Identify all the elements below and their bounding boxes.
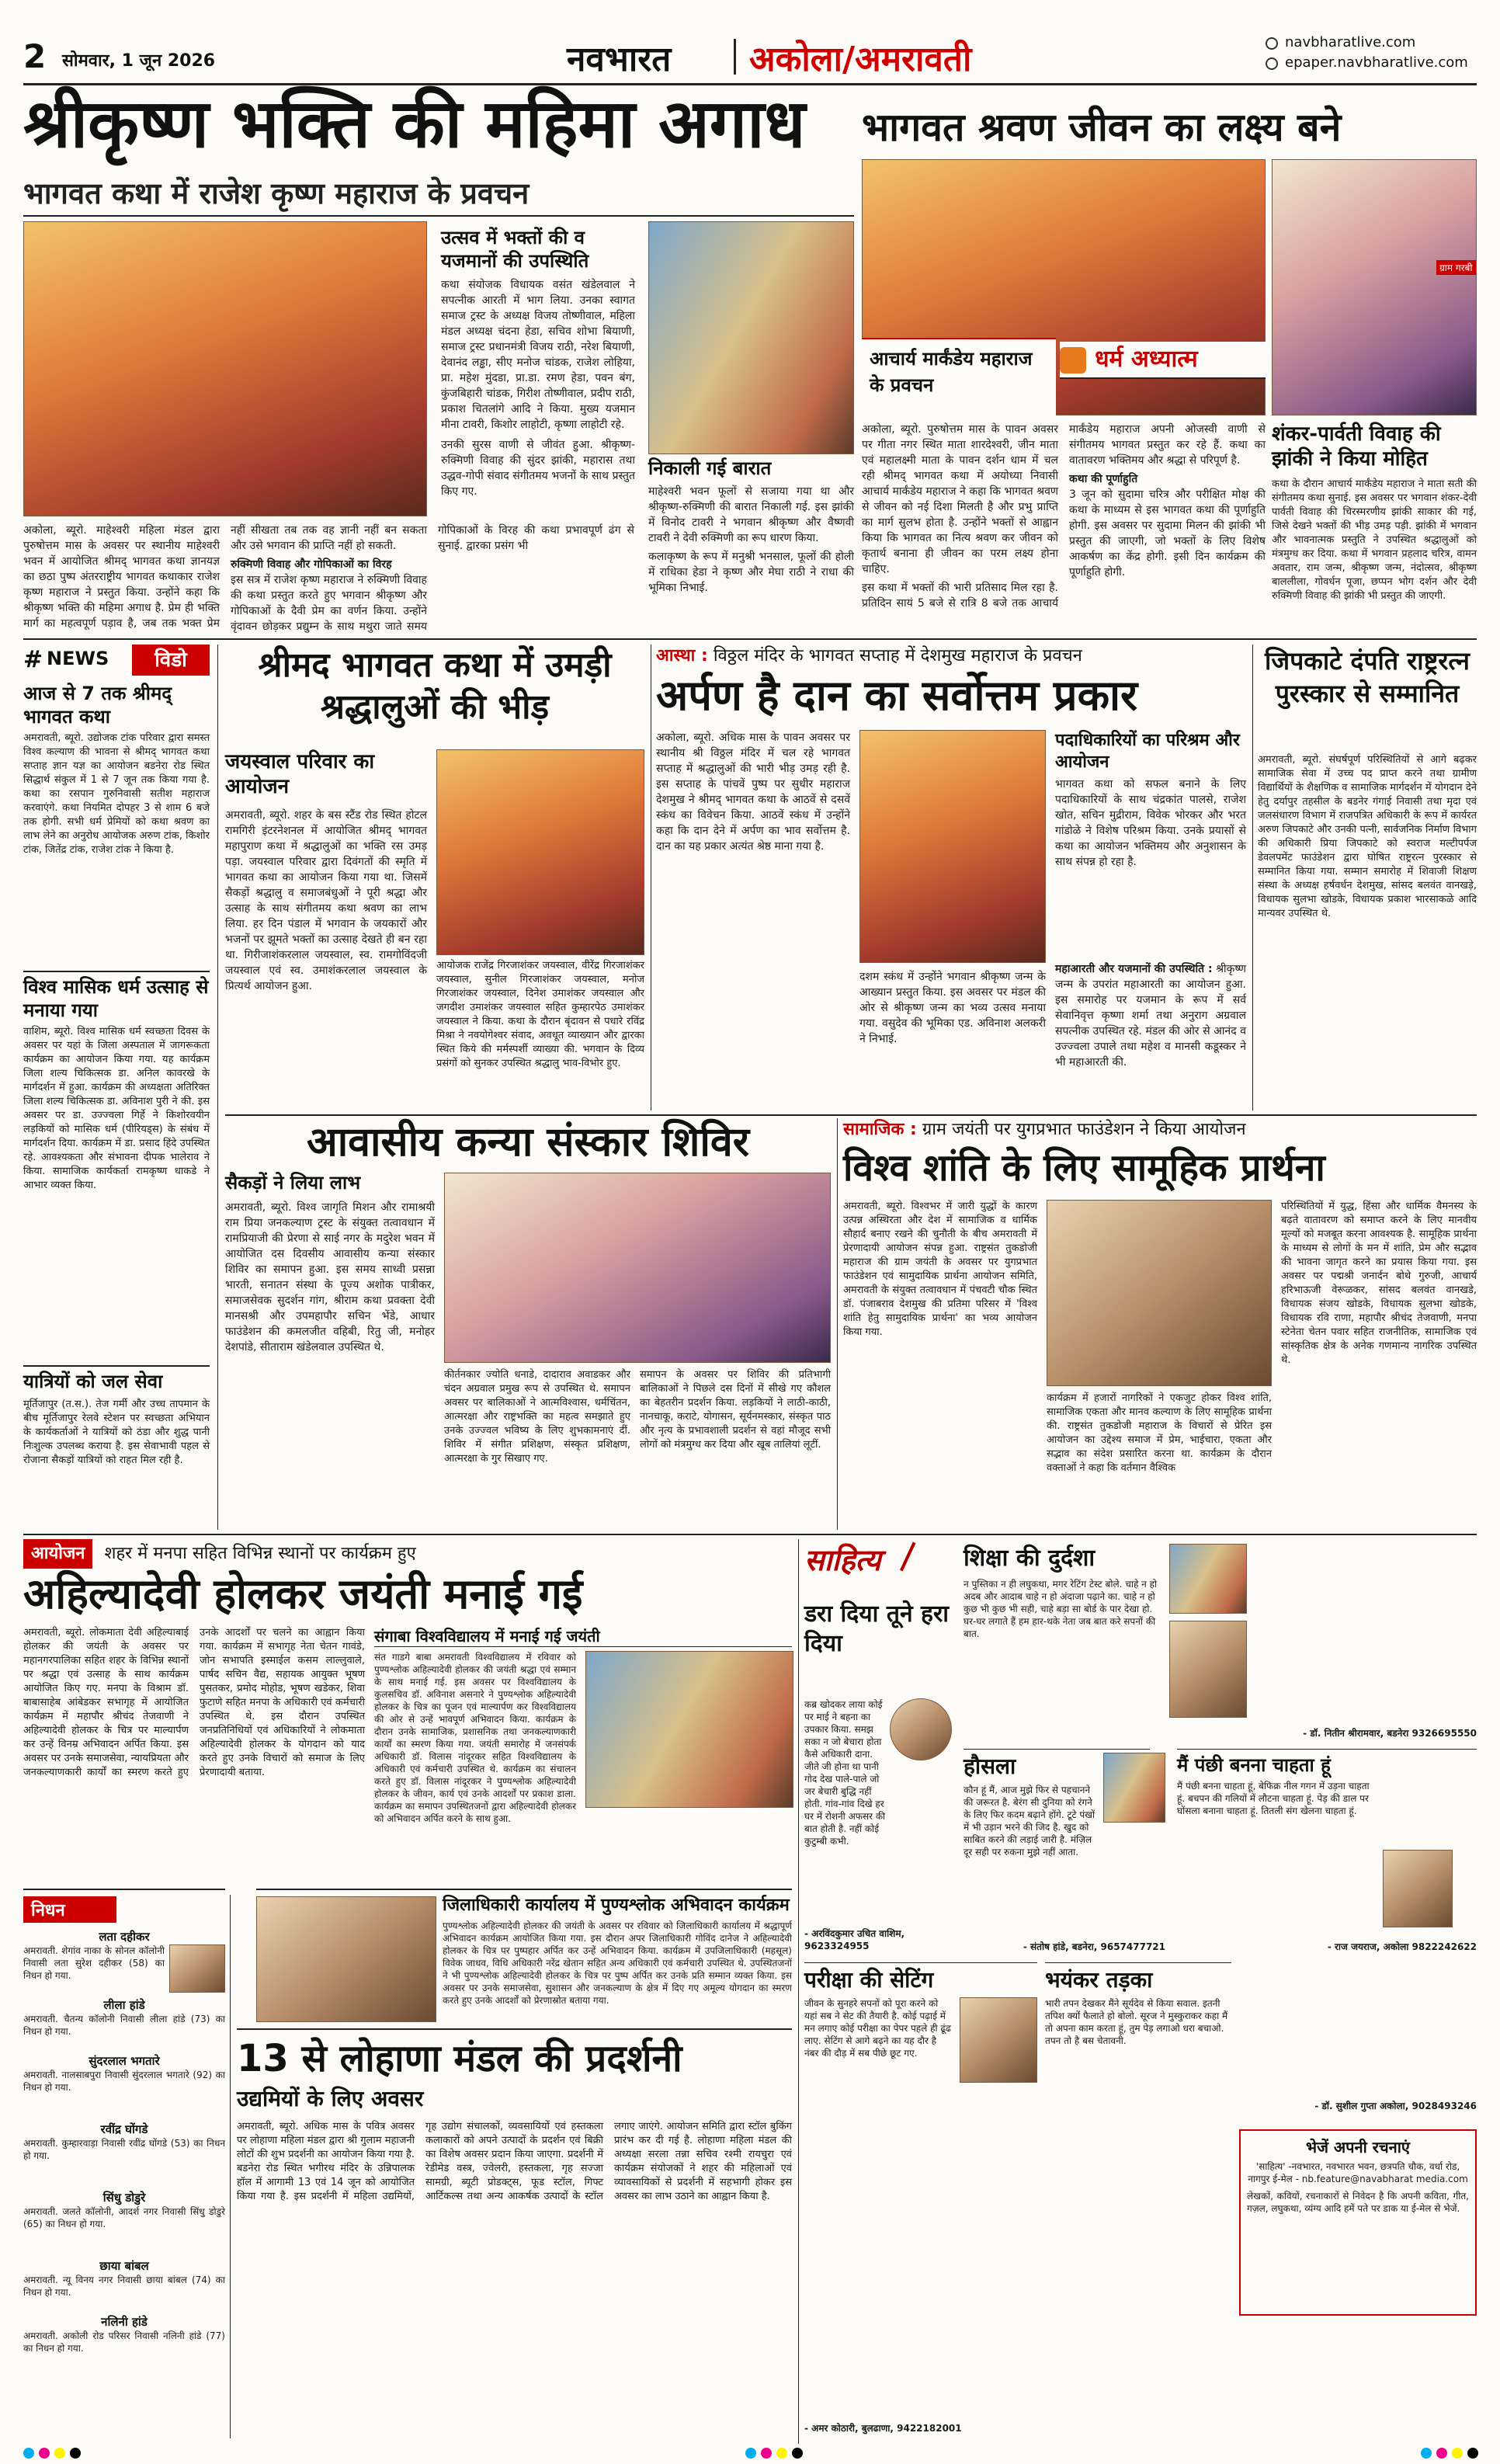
rule-h3 xyxy=(23,1534,1477,1535)
ahilya-kicker-label: आयोजन xyxy=(23,1539,92,1569)
news-item2-text: वाशिम, ब्यूरो. विश्व मासिक धर्म स्वच्छता दिवस के अवसर पर यहां के जिला अस्पताल में जागरूकता कार्यक्रम का आयोजन किया गया. यह कार्यक्रम जिला शल्य चिकित्सक डा. अनिल कावरखे के मार्गदर्शन में हुआ. कार्यक्रम की अध्यक्षता अतिरिक्त जिला शल्य चिकित्सक डा. अविनाश पुरी ने की. इस अवसर पर डा. उज्ज्वला गिर्हे ने किशोरवयीन लड़कियों को मासिक धर्म (पीरियड्स) के संबंध में मार्गदर्शन दिया. कार्यक्रम में डा. प्रसाद हिंदे उपस्थित रहे. आवश्यकता और संभावना दीपक भालेराव ने किया. सामाजिक कार्यकर्ता रामकृष्ण धाकडे ने आभार व्यक्त किया. xyxy=(23,1026,210,1191)
lead2-photo-tag-text: आचार्य मार्कंडेय महाराज के प्रवचन xyxy=(870,348,1033,396)
sgbu-photo xyxy=(585,1651,793,1808)
masthead-epaper[interactable]: epaper.navbharatlive.com xyxy=(1285,54,1468,71)
quill-icon xyxy=(900,1542,934,1580)
nidhan-item-name: सुंदरलाल भगतारे xyxy=(89,2054,160,2068)
bhagwat-subhead: जयस्वाल परिवार का आयोजन xyxy=(225,750,375,798)
masthead xyxy=(23,31,1477,85)
poem5-author-photo xyxy=(960,1997,1037,2083)
news-label: NEWS xyxy=(47,648,109,669)
shanti-kicker-label: सामाजिक : xyxy=(843,1120,917,1139)
sgbu-text: संत गाडगे बाबा अमरावती विश्वविद्यालय में रविवार को पुण्यश्लोक अहिल्यादेवी होलकर की जयंती श्रद्धा एवं सम्मान के साथ मनाई गई. इस अवसर पर विश्वविद्यालय के कुलसचिव डॉ. अविनाश असनारे ने पुण्यश्लोक अहिल्यादेवी होलकर के चित्र का पूजन एवं माल्यार्पण कर विश्वविद्यालय की ओर से उन्हें भावपूर्ण अभिवादन किया. कार्यक्रम के दौरान उनके सामाजिक, प्रशासनिक तथा जनकल्याणकारी कार्यों का स्मरण किया गया. जयंती समारोह में जनसंपर्क अधिकारी डॉ. विलास नांदूरकर सहित विश्वविद्यालय के अधिकारी एवं कर्मचारी उपस्थित थे. कार्यक्रम का संचालन करते हुए डॉ. विलास नांदूरकर ने पुण्यश्लोक अहिल्यादेवी होलकर के जीवन, कार्य एवं उनके आदर्शों पर प्रकाश डाला. कार्यक्रम का समापन उपस्थितजनों द्वारा अहिल्यादेवी होलकर को अभिवादन अर्पित करने के साथ हुआ. xyxy=(374,1652,576,1824)
poem6-text-right xyxy=(1239,1962,1477,2094)
sgbu-box xyxy=(374,1626,792,1882)
hash-icon: # xyxy=(23,646,43,673)
reg-dot-magenta xyxy=(39,2448,50,2459)
nidhan-list xyxy=(23,1929,225,2445)
lead2-body xyxy=(862,422,1266,637)
lohana-section xyxy=(237,2028,792,2444)
reg-dot-magenta xyxy=(761,2448,772,2459)
lead2-column-tag-text: धर्म अध्यात्म xyxy=(1095,346,1198,373)
registration-marks xyxy=(23,2446,1477,2462)
lead2-body-p1: अकोला, ब्यूरो. पुरुषोत्तम मास के पावन अवसर पर गीता नगर स्थित माता शारदेश्वरी, जीन माता एवं महालक्ष्मी माता के पावन दर्शन धाम में चल रही श्रीमद् भागवत कथा में अयोध्या निवासी आचार्य मार्कंडेय महाराज ने कहा कि भागवत श्रवण से जीवन को नई दिशा मिलती है और प्रभु प्राप्ति का मार्ग सुलभ होता है. उन्होंने भक्तों से आह्वान किया कि भागवत का नित्य श्रवण कर जीवन को कृतार्थ बनाना ही जीवन का परम लक्ष्य होना चाहिए. xyxy=(862,423,1058,575)
contribute-box xyxy=(1239,2129,1477,2316)
rule-v3 xyxy=(1252,645,1253,1110)
rule-v1 xyxy=(217,645,218,1530)
nidhan-item xyxy=(23,2258,225,2314)
kanya-photo xyxy=(444,1173,831,1363)
lead2-photo-right xyxy=(1272,159,1477,415)
ahilya-kicker-text: शहर में मनपा सहित विभिन्न स्थानों पर कार्यक्रम हुए xyxy=(104,1544,416,1563)
masthead-divider xyxy=(734,39,736,75)
arpan-kicker-label: आस्था : xyxy=(656,646,708,666)
jipkate-headline: जिपकाटे दंपति राष्ट्ररत्न पुरस्कार से सम्मानित xyxy=(1265,646,1470,708)
ahilya-headline: अहिल्यादेवी होलकर जयंती मनाई गई xyxy=(23,1569,583,1618)
contribute-text[interactable]: 'साहित्य' -नवभारत, नवभारत भवन, छत्रपति चौक, वर्धा रोड, नागपुर ई-मेल - nb.feature@navabharat media.com xyxy=(1248,2161,1468,2184)
sahitya-logo xyxy=(804,1539,936,1593)
contribute-title: भेजें अपनी रचनाएं xyxy=(1306,2138,1410,2156)
reg-dot-yellow xyxy=(776,2448,787,2459)
video-label: विडो xyxy=(132,645,210,676)
poem5-title: परीक्षा की सेटिंग xyxy=(804,1962,1037,1994)
shanti-kicker-text: ग्राम जयंती पर युगप्रभात फाउंडेशन ने किया आयोजन xyxy=(922,1120,1246,1139)
lead1-caption-text xyxy=(648,484,854,635)
arpan-headline: अर्पण है दान का सर्वोत्तम प्रकार xyxy=(656,671,1138,720)
lead2-column-tag xyxy=(1060,342,1266,379)
nidhan-item-name: छाया बांबल xyxy=(99,2259,149,2273)
news-item1-text: अमरावती, ब्यूरो. उद्योजक टांक परिवार द्वारा समस्त विश्व कल्याण की भावना से श्रीमद् भागवत कथा सप्ताह ज्ञान यज्ञ का आयोजन बडनेरा रोड स्थित सिद्धार्थ संकुल में 1 से 7 जून तक किया गया है. कथा का रसपान गुरुनिवासी सतीश महाराज करवाएंगे. कथा नियमित दोपहर 3 से शाम 6 बजे तक होगी. सभी धर्म प्रेमियों को कथा श्रवण का लाभ लेने का अनुरोध आयोजक अरुण टांक, किशोर टांक, जितेंद्र टांक, राजेश टांक ने किया है. xyxy=(23,732,210,856)
nidhan-section xyxy=(23,1889,225,2444)
news-video-label xyxy=(23,645,210,676)
poem2-text: न पुस्तिका न ही लघुकथा, मगर रेटिंग टेस्ट बोले. चाहे न हो अदब और आदाब चाहे न हो अंदाजा पढ़ाने का. चाहे न हो कुछ भी कुछ भी सही, चाहे बड़ा सा बोर्ड के पार देखा हो. घर-घर लगाते हैं हम हार-थके नेता जब बात करे सपनों की बात. xyxy=(964,1579,1158,1639)
poem3-author-photo xyxy=(1103,1753,1165,1823)
poem5-text: जीवन के सुनहरे सपनों को पूरा करने को यहां सब ने सेट की तैयारी है. कोई पढ़ाई में मन लगाए कोई परीक्षा का पेपर पहले ही ढूंढ लाए. सेटिंग से आगे बढ़ने का यह दौर है नंबर की दौड़ में सब पीछे छूट गए. xyxy=(804,1998,951,2059)
rule-v4 xyxy=(837,1118,838,1530)
masthead-date: सोमवार, 1 जून 2026 xyxy=(62,51,216,71)
nidhan-item-name: लता दहीकर xyxy=(99,1930,150,1944)
sahitya-logo-text: साहित्य xyxy=(804,1542,881,1577)
arpan-side-text: भागवत कथा को सफल बनाने के लिए पदाधिकारियों के साथ चंद्रकांत पालसे, राजेश खोत, सचिन मुद्रीराम, विवेक भोरकर और भरत गांडोळे ने विशेष परिश्रम किया. उनके प्रयासों से कथा का आयोजन भक्तिमय और अनुशासन के साथ संपन्न हो रहा है. xyxy=(1055,778,1246,868)
nidhan-item-text: अमरावती. जलते कॉलोनी, आदर्श नगर निवासी सिंधु डोडुरे (65) का निधन हो गया. xyxy=(23,2206,225,2229)
reg-dot-black xyxy=(792,2448,803,2459)
lead1-section xyxy=(23,85,854,637)
reg-dot-black xyxy=(70,2448,81,2459)
reg-dot-cyan xyxy=(1421,2448,1432,2459)
reg-dot-yellow xyxy=(54,2448,65,2459)
nidhan-item-text: अमरावती. अकोली रोड परिसर निवासी नलिनी हांडे (77) का निधन हो गया. xyxy=(23,2330,225,2354)
kanya-body3: समापन के अवसर पर शिविर की प्रतिभागी बालिकाओं ने पिछले दस दिनों में सीखे गए कौशल का बेहतरीन प्रदर्शन किया. लड़कियों ने लाठी-काठी, नानचाकू, कराटे, योगासन, सूर्यनमस्कार, संस्कृत पाठ और नृत्य के प्रभावशाली प्रदर्शन से वहां मौजूद सभी लोगों को मंत्रमुग्ध कर दिया और खूब तालियां लूटीं. xyxy=(640,1369,831,1451)
rule-v5 xyxy=(230,1895,231,2438)
nidhan-item xyxy=(23,2122,225,2190)
poem1-author-photo xyxy=(890,1698,952,1760)
jipkate-section xyxy=(1258,645,1477,1110)
poem6-title: भयंकर तड़का xyxy=(1045,1962,1231,1994)
news-video-column xyxy=(23,645,210,1530)
kanya-body: अमरावती, ब्यूरो. विश्व जागृति मिशन और रामाश्रयी राम प्रिया जनकल्याण ट्रस्ट के संयुक्त तत्वावधान में रामप्रियाजी की प्रेरणा से साई नगर के मदुरेश भवन में आयोजित दस दिवसीय आवासीय कन्या संस्कार शिविर का समापन हुआ. इस समय साध्वी प्रसन्ना भारती, सनातन संस्था के पूज्य अशोक पात्रीकर, समाजसेवक सुदर्शन गांग, श्रीराम कथा प्रवक्ता देवी मानसश्री और उपमहापौर सचिन भेंडे, आधार फाउंडेशन की कमलजीत वहिबी, रितु जी, मनोहर देशपांडे, सीताराम खंडेलवाल उपस्थित थे. xyxy=(225,1201,435,1354)
rule-h1 xyxy=(23,638,1477,640)
bhagwat-headline: श्रीमद भागवत कथा में उमड़ी श्रद्धालुओं की भीड़ xyxy=(258,645,612,727)
poem2-photo-class xyxy=(1169,1621,1247,1718)
lohana-subhead: उद्यमियों के लिए अवसर xyxy=(237,2086,424,2111)
poem4-text: मैं पंछी बनना चाहता हूं, बेफिक्र नील गगन में उड़ना चाहता हूं. बचपन की गलियों में लौटना चाहता हूं. पेड़ की डाल पर घोंसला बनाना चाहता हूं. तितली संग खेलना चाहता हूं. xyxy=(1177,1781,1370,1816)
poem6-author: - डॉ. सुशील गुप्ता अकोला, 9028493246 xyxy=(1314,2101,1477,2111)
nidhan-item-text: अमरावती. नालसाबपुरा निवासी सुंदरलाल भगतारे (92) का निधन हो गया. xyxy=(23,2070,225,2093)
shanti-section xyxy=(843,1118,1477,1530)
poem3-author: - संतोष हांडे, बडनेरा, 9657477721 xyxy=(1023,1941,1165,1952)
nidhan-item-name: नलिनी हांडे xyxy=(101,2315,148,2329)
poem2-author: - डॉ. नितीन श्रीरामवार, बडनेरा 9326695550 xyxy=(1303,1728,1477,1739)
bhagwat-body2: आयोजक राजेंद्र गिरजाशंकर जयस्वाल, वीरेंद्र गिरजाशंकर जयस्वाल, सुनील गिरजाशंकर जयस्वाल, मनोज गिरजाशंकर जयस्वाल, दिनेश उमाशंकर जयस्वाल और जगदीश उमाशंकर जयस्वाल सहित कुम्हारपेठ उमाशंकर जयस्वाल ने किया. कथा के दौरान बृंदावन से पधारे रविंद्र मिश्रा ने नवयोगेश्वर संवाद, अवधूत व्याख्यान और द्वारका स्थित किये की मर्मस्पर्शी व्याख्या की. भगवान के दिव्य प्रसंगों को सुनकर उपस्थित श्रद्धालु भाव-विभोर हुए. xyxy=(436,960,644,1069)
poem2-title: शिक्षा की दुर्दशा xyxy=(964,1545,1095,1572)
zp-photo xyxy=(256,1896,436,2022)
shanti-body: अमरावती, ब्यूरो. विश्वभर में जारी युद्धों के कारण उत्पन्न अस्थिरता और देश में सामाजिक व धार्मिक सौहार्द बनाए रखने की चुनौती के बीच अमरावती में प्रेरणादायी आयोजन संपन्न हुआ. राष्ट्रसंत तुकडोजी महाराज की ग्राम जयंती के अवसर पर युगप्रभात फाउंडेशन एवं सामुदायिक प्रार्थना आयोजन समिति, अमरावती के संयुक्त तत्वावधान में पंचवटी चौक स्थित डॉ. पंजाबराव देशमुख की प्रतिमा परिसर में 'विश्व शांति हेतु सामुदायिक प्रार्थना' का भव्य आयोजन किया गया. xyxy=(843,1201,1037,1338)
bhagwat-body: अमरावती, ब्यूरो. शहर के बस स्टैंड रोड स्थित होटल रामगिरी इंटरनेशनल में आयोजित श्रीमद् भागवत महापुराण कथा में श्रद्धालुओं का भक्ति रस उमड़ पड़ा. जयस्वाल परिवार द्वारा दिवंगतों की स्मृति में भागवत कथा का आयोजन किया गया था. जिसमें सैकड़ों श्रद्धालु व समाजबंधुओं ने पूरी श्रद्धा और उत्साह के साथ संगीतमय कथा श्रवण का लाभ लिया. हर दिन पंडाल में भगवान के जयकारों और भजनों पर झूमते भक्तों का उत्साह देखते ही बन रहा था. गिरीजाशंकरलाल जयस्वाल, स्व. रामगोविंदजी जयस्वाल एवं स्व. उमाशंकरलाल जयस्वाल के प्रित्यर्थ आयोजन हुआ. xyxy=(225,809,427,992)
epaper-icon xyxy=(1266,57,1278,70)
news-item3-text: मूर्तिजापुर (त.स.). तेज गर्मी और उच्च तापमान के बीच मूर्तिजापुर रेलवे स्टेशन पर स्वच्छता अभियान के कार्यकर्ताओं ने यात्रियों को ठंडा और शुद्ध पानी निःशुल्क उपलब्ध कराया है. इस सेवाभावी पहल से रोजाना सैकड़ों यात्रियों को राहत मिल रही है. xyxy=(23,1399,210,1466)
poem4-author-photo xyxy=(1383,1850,1453,1927)
reg-dot-black xyxy=(1467,2448,1478,2459)
lead1-photo-group xyxy=(23,221,427,516)
arpan-side-title: पदाधिकारियों का परिश्रम और आयोजन xyxy=(1055,731,1240,772)
nidhan-label: निधन xyxy=(23,1896,116,1923)
lohana-body: अमरावती, ब्यूरो. अधिक मास के पवित्र अवसर पर लोहाणा महिला मंडल द्वारा श्री गुलाम महाजनी लोटों की शुभ प्रदर्शनी का आयोजन किया गया है. बडनेरा रोड स्थित भगीरथ मंदिर के उन्निपालक हॉल में आगामी 13 एवं 14 जून को आयोजित किया गया है. इस प्रदर्शनी में महिला उद्यमियों, गृह उद्योग संचालकों, व्यवसायियों एवं हस्तकला कलाकारों को अपने उत्पादों के प्रदर्शन एवं बिक्री का विशेष अवसर प्रदान किया जाएगा. प्रदर्शनी में रेडीमेड वस्त्र, ज्वेलरी, हस्तकला, गृह सज्जा सामग्री, ब्यूटी प्रोडक्ट्स, फूड स्टॉल, गिफ्ट आर्टिकल्स तथा अन्य आकर्षक उत्पादों के स्टॉल लगाए जाएंगे. आयोजन समिति द्वारा स्टॉल बुकिंग प्रारंभ कर दी गई है. लोहाणा महिला मंडल की अध्यक्षा सरला तन्ना सचिव रश्मी रायचुरा एवं कार्यक्रम संयोजकों ने शहर की महिलाओं एवं व्यावसायिकों से प्रदर्शनी में सहभागी होकर इस अवसर का लाभ उठाने का आह्वान किया है. xyxy=(237,2121,792,2202)
arpan-photo xyxy=(859,730,1046,963)
bhagwat-section xyxy=(225,645,644,1110)
jipkate-body: अमरावती, ब्यूरो. संघर्षपूर्ण परिस्थितियों से आगे बढ़कर सामाजिक सेवा में उच्च पद प्राप्त करने तथा ग्रामीण विद्यार्थियों के शैक्षणिक व सामाजिक मार्गदर्शन में योगदान देने हेतु दर्यापुर तहसील के बडनेर गंगाई निवासी तथा मृदा एवं जलसंधारण विभाग में राजपत्रित अधिकारी के रूप में कार्यरत अरुण जिपकाटे और उनकी पत्नी, सार्वजनिक निर्माण विभाग की अधिकारी प्रिया जिपकाटे को स्वराज मल्टीपर्पज डेवलपमेंट फाउंडेशन द्वारा घोषित राष्ट्ररत्न पुरस्कार से सम्मानित किया गया. सम्मान समारोह में शिवाजी शिक्षण संस्था के अध्यक्ष हर्षवर्धन देशमुख, सांसद बलवंत वानखड़े, विधायक सुलभा खोडके, विधायक प्रकाश भारसाकळे आदि मान्यवर उपस्थित थे. xyxy=(1258,754,1477,919)
lead2-right-text: कथा के दौरान आचार्य मार्कंडेय महाराज ने माता सती की संगीतमय कथा सुनाई. इस अवसर पर भगवान शंकर-देवी पार्वती विवाह की चिरस्मरणीय झांकी साकार की गई, जिसे देखने भक्तों की भीड़ उमड़ पड़ी. झांकी में भगवान और भावनात्मक प्रस्तुति ने उपस्थित श्रद्धालुओं को मंत्रमुग्ध कर दिया. कथा में भगवान प्रहलाद चरित्र, वामन अवतार, राम जन्म, श्रीकृष्ण जन्म, नंदोत्सव, श्रीकृष्ण बाललीला, गोवर्धन पूजा, छप्पन भोग दर्शन और देवी रुक्मिणी विवाह की झांकी भी प्रस्तुत की जाएगी. xyxy=(1272,478,1477,602)
poem2-text-right xyxy=(1255,1544,1477,1722)
nidhan-item-name: लीला हांडे xyxy=(103,1998,145,2012)
news-item3-title: यात्रियों को जल सेवा xyxy=(23,1365,210,1393)
nidhan-item xyxy=(23,2190,225,2258)
lead2-photo-tag xyxy=(862,338,1056,415)
nidhan-item xyxy=(23,2053,225,2122)
arpan-section xyxy=(656,645,1246,1110)
news-item1-title: आज से 7 तक श्रीमद् भागवत कथा xyxy=(23,683,172,728)
nidhan-item-text: अमरावती. शेगांव नाका के सोनल कॉलोनी निवासी लता सुरेश दहीकर (58) का निधन हो गया. xyxy=(23,1945,165,1981)
poem1-text: कब्र खोदकर लाया कोई पर माई ने बहना का उपकार किया. समझ सका न जो बेचारा होता कैसे अधिकारी दाना. जीते जी होना था पानी गोद देख पाले-पाले जो जर बेचारी बुद्धि नहीं होती. गांव-गांव दिखे हर घर में रोशनी अफसर की बात होती है. नहीं कोई कुटुम्बी कभी. xyxy=(804,1699,886,1847)
nidhan-item-text: अमरावती. कुम्हारवाड़ा निवासी रवींद्र घोंगडे (53) का निधन हो गया. xyxy=(23,2138,225,2161)
nidhan-item-photo xyxy=(169,1944,225,1993)
poem4-author: - राज जयराज, अकोला 9822242622 xyxy=(1327,1941,1477,1952)
poem4-title: मैं पंछी बनना चाहता हूं xyxy=(1177,1749,1477,1778)
reg-dot-cyan xyxy=(23,2448,34,2459)
lead1-side-text2: उनकी सुरस वाणी से जीवंत हुआ. श्रीकृष्ण-रुक्मिणी विवाह की सुंदर झांकी, महारास तथा उद्धव-गोपी संवाद संगीतमय भजनों के साथ प्रस्तुत किए गए. xyxy=(441,439,635,498)
lead2-headline: भागवत श्रवण जीवन का लक्ष्य बने xyxy=(862,105,1342,150)
arpan-side2 xyxy=(1055,961,1246,1109)
lohana-headline: 13 से लोहाणा मंडल की प्रदर्शनी xyxy=(237,2037,682,2080)
lead2-body-p3: 3 जून को सुदामा चरित्र और परीक्षित मोक्ष की कथा के माध्यम से इस भागवत कथा की पूर्णाहुति होगी. इस अवसर पर सुदामा मिलन की झांकी भी प्रस्तुत की जाएगी, जो भक्तों के लिए विशेष आकर्षण का केंद्र होगी. इसी दिन कार्यक्रम की पूर्णाहुति होगी. xyxy=(1069,488,1266,579)
poem5-author: - अमर कोठारी, बुलढाणा, 9422182001 xyxy=(804,2423,962,2434)
rule-v6 xyxy=(798,1539,799,2444)
lead1-headline-text: श्रीकृष्ण भक्ति की महिमा अगाध xyxy=(23,85,806,163)
lead1-body xyxy=(23,523,634,635)
kanya-headline: आवासीय कन्या संस्कार शिविर xyxy=(306,1119,750,1166)
arpan-side-title2: महाआरती और यजमानों की उपस्थिति : xyxy=(1055,963,1213,975)
shanti-body3: परिस्थितियों में युद्ध, हिंसा और धार्मिक वैमनस्य के बढ़ते वातावरण को समाप्त करने के लिए मानवीय मूल्यों को मजबूत करना आवश्यक है. सामूहिक प्रार्थना के माध्यम से लोगों के मन में शांति, प्रेम और सद्भाव की भावना जागृत करने का प्रयास किया गया. इस अवसर पर पद्मश्री जनार्दन बोथे गुरुजी, आचार्य हरिभाऊजी वेरूळकर, सांसद बलवंत वानखडे, विधायक संजय खोडके, विधायक सुलभा खोडके, विधायक रवि राणा, महापौर श्रीचंद तेजवाणी, मनपा स्टेनेता चेतन पवार सहित राजनीतिक, सामाजिक एवं सांस्कृतिक क्षेत्र के अनेक गणमान्य नागरिक उपस्थित थे. xyxy=(1281,1201,1477,1366)
arpan-kicker xyxy=(656,645,1246,668)
masthead-edition: अकोला/अमरावती xyxy=(749,40,972,79)
rule-h2 xyxy=(225,1114,1477,1116)
nidhan-item-name: सिंधु डोडुरे xyxy=(102,2191,146,2205)
arpan-body: अकोला, ब्यूरो. अधिक मास के पावन अवसर पर स्थानीय श्री विठ्ठल मंदिर में चल रहे भागवत सप्ताह में श्रद्धालुओं की भारी भीड़ उमड़ रही है. इस सप्ताह के पांचवें पुष्प पर सुधीर महाराज देशमुख ने श्रीमद् भागवत कथा के आठवें से दसवें स्कंध का विवेचन किया. आठवें स्कंध में उन्होंने कहा कि दान देने में अर्पण का भाव सर्वोत्तम है. दान का यह प्रकार अत्यंत श्रेष्ठ माना गया है. xyxy=(656,732,850,853)
lead1-photo-krishna xyxy=(648,221,854,454)
contribute-note: लेखकों, कवियों, रचनाकारों से निवेदन है कि अपनी कविता, गीत, गज़ल, लघुकथा, व्यंग्य आदि हमें पते पर डाक या ई-मेल से भेजें. xyxy=(1247,2191,1469,2214)
lead1-headline xyxy=(23,85,854,175)
poem5-text-right xyxy=(960,2087,1037,2191)
shanti-kicker xyxy=(843,1118,1477,1142)
news-item2-title: विश्व मासिक धर्म उत्साह से मनाया गया xyxy=(23,971,210,1022)
ahilya-kicker xyxy=(23,1539,792,1566)
kanya-subhead: सैकड़ों ने लिया लाभ xyxy=(225,1172,361,1194)
sgbu-title: संगाबा विश्वविद्यालय में मनाई गई जयंती xyxy=(374,1626,792,1647)
lead1-body-p2: इस सत्र में राजेश कृष्ण महाराज ने रुक्मिणी विवाह की कथा प्रस्तुत करते हुए भगवान श्रीकृष्ण और गोपिकाओं के दैवी प्रेम का वर्णन किया. उन्होंने वृंदावन छोड़कर प्रद्युम्न के साथ मथुरा जाते समय गोपिकाओं के विरह की कथा प्रभावपूर्ण ढंग से सुनाई. द्वारका प्रसंग भी xyxy=(231,524,634,633)
nidhan-item xyxy=(23,2314,225,2370)
reg-dot-magenta xyxy=(1436,2448,1447,2459)
shanti-photo xyxy=(1047,1200,1272,1386)
zp-title: जिलाधिकारी कार्यालय में पुण्यश्लोक अभिवादन कार्यक्रम xyxy=(443,1896,790,1915)
lead1-caption-title: निकाली गई बारात xyxy=(648,457,772,479)
nidhan-item xyxy=(23,1997,225,2053)
bhagwat-photo xyxy=(436,749,644,955)
lead2-right-title: शंकर-पार्वती विवाह की झांकी ने किया मोहित xyxy=(1272,422,1441,471)
nidhan-item-text: अमरावती. न्यू विनय नगर निवासी छाया बांबल (74) का निधन हो गया. xyxy=(23,2275,225,2298)
kanya-section xyxy=(225,1118,831,1530)
zp-text: पुण्यश्लोक अहिल्यादेवी होलकर की जयंती के अवसर पर रविवार को जिलाधिकारी कार्यालय में श्रद्धापूर्ण अभिवादन कार्यक्रम आयोजित किया गया. इस दौरान अपर जिलाधिकारी गोविंद दानेज ने अहिल्यादेवी होलकर के चित्र पर पुष्पहार अर्पित कर उन्हें अभिवादन किया. कार्यक्रम में उपजिलाधिकारी (महसूल) विवेक जाधव, विधि अधिकारी नरेंद्र खेतान सहित अन्य अधिकारी एवं कर्मचारी उपस्थित थे. उपस्थितजनों ने भी पुण्यश्लोक अहिल्यादेवी होलकर के चित्र पर पुष्प अर्पित कर उनके प्रति सम्मान व्यक्त किया. इस अवसर पर उनके समाजसेवा, सुशासन और जनकल्याण के क्षेत्र में दिए गए अमूल्य योगदान का स्मरण करते हुए उनके आदर्शों को प्रेरणास्रोत बताया गया. xyxy=(443,1920,792,2006)
lead2-body-p2: इस कथा में भक्तों की भारी प्रतिसाद मिल रहा है. प्रतिदिन सायं 5 बजे से रात्रि 8 बजे तक आचार्य मार्कंडेय महाराज अपनी ओजस्वी वाणी से संगीतमय भागवत प्रस्तुत कर रहे हैं. कथा का वातावरण भक्तिमय और श्रद्धा से परिपूर्ण है. xyxy=(862,423,1266,610)
lead1-body-p1: अकोला, ब्यूरो. माहेश्वरी महिला मंडल द्वारा पुरुषोत्तम मास के अवसर पर स्थानीय माहेश्वरी भवन में आयोजित श्रीमद् भागवत कथा ज्ञानयज्ञ का छठा पुष्प अंतरराष्ट्रीय भागवत कथाकार राजेश कृष्ण महाराज ने प्रस्तुत किया. उन्होंने कहा कि श्रीकृष्ण भक्ति की महिमा अगाध है. प्रेम ही भक्ति मार्ग का महत्वपूर्ण पड़ाव है, जब तक भक्त प्रेम नहीं सीखता तब तक वह ज्ञानी नहीं बन सकता और उसे भगवान की प्राप्ति नहीं हो सकती. xyxy=(23,524,427,630)
masthead-paper: नवभारत xyxy=(567,40,672,79)
lead2-section xyxy=(862,89,1477,637)
zp-box xyxy=(256,1889,792,2021)
arpan-side-text2: श्रीकृष्ण जन्म के उपरांत महाआरती का आयोजन हुआ. इस समारोह पर यजमान के रूप में सर्व सेवानिवृत्त कृष्णा शर्मा तथा अनुराग अग्रवाल सपत्नीक उपस्थित रहे. मंडल की ओर से आनंद व उज्ज्वला उपाले तथा महेश व मानसी कडूस्कर ने भी महाआरती की. xyxy=(1055,963,1246,1069)
arpan-body2: दशम स्कंध में उन्होंने भगवान श्रीकृष्ण जन्म के आख्यान प्रस्तुत किया. इस अवसर पर मंडल की ओर से श्रीकृष्ण जन्म का भव्य उत्सव मनाया गया. वसुदेव की भूमिका एड. अविनाश अलकरी ने निभाई. xyxy=(859,971,1046,1045)
lead1-side-title: उत्सव में भक्तों की व यजमानों की उपस्थिति xyxy=(441,227,589,272)
poem6-text: भारी तपन देखकर मैंने सूर्यदेव से किया सवाल. इतनी तपिश क्यों फैलाते हो बोलो. सूरज ने मुस्कुराकर कहा मैं तो अपना काम करता हूं, तुम पेड़ लगाओ धरा बचाओ. तपन तो है बस चेतावनी. xyxy=(1045,1998,1228,2046)
lead2-body-title: कथा की पूर्णाहुति xyxy=(1069,473,1138,485)
poem3-title: हौसला xyxy=(964,1749,1150,1781)
lead1-subhead: भागवत कथा में राजेश कृष्ण महाराज के प्रवचन xyxy=(23,176,854,217)
nidhan-item-name: रवींद्र घोंगडे xyxy=(100,2122,148,2136)
nidhan-item xyxy=(23,1929,225,1997)
poem1-author: - अरविंदकुमार उचित वाशिम, 9623324955 xyxy=(804,1928,905,1951)
lead1-side-text: कथा संयोजक विधायक वसंत खंडेलवाल ने सपत्नीक आरती में भाग लिया. उनका स्वागत समाज ट्रस्ट के अध्यक्ष विजय तोष्णीवाल, महिला मंडल अध्यक्ष चंदना हेडा, सचिव शोभा बियाणी, समाज ट्रस्ट प्रधानमंत्री विजय राठी, नरेश बियाणी, देवानंद लड्ढा, सीए मनोज चांडक, राजेश लोहिया, प्रा. महेश मुंदडा, प्रा.डा. रमण हेडा, पवन बंग, कुंजबिहारी चांडक, गिरीश तोष्णीवाल, प्रदीप राठी, प्रकाश चितलांगे आदि ने किया. मुख्य यजमान मीना टावरी, किशोर लाहोटी, कृष्णा लाहोटी रहे. xyxy=(441,279,635,431)
lead1-caption-p2: कलाकृष्ण के रूप में मनुश्री भनसाल, फूलों की होली में राधिका हेडा ने कृष्ण और मेघा राठी ने राधा की भूमिका निभाई. xyxy=(648,551,854,594)
poem1-title: डरा दिया तूने हरा दिया xyxy=(804,1600,950,1657)
reg-dot-yellow xyxy=(1452,2448,1463,2459)
lead1-body-title: रुक्मिणी विवाह और गोपिकाओं का विरह xyxy=(231,558,392,571)
nidhan-item-text: अमरावती. चैतन्य कॉलोनी निवासी लीला हांडे (73) का निधन हो गया. xyxy=(23,2014,225,2037)
globe-icon xyxy=(1266,37,1278,50)
shanti-headline: विश्व शांति के लिए सामूहिक प्रार्थना xyxy=(843,1146,1325,1190)
sahitya-section xyxy=(804,1539,1477,2444)
lead1-side-box xyxy=(436,221,640,633)
kanya-body2: कीर्तनकार ज्योति धनाडे, दादाराव अवाडकर और चंदन अग्रवाल प्रमुख रूप से उपस्थित थे. समापन अवसर पर बालिकाओं ने आत्मविश्वास, धर्मचिंतन, आत्मरक्षा और राष्ट्रभक्ति का महत्व समझाते हुए उनके उज्ज्वल भविष्य के लिए शुभकामनाएं दीं. शिविर में संगीत प्रशिक्षण, संस्कृत प्रशिक्षण, आत्मरक्षा के गुर सिखाए गए. xyxy=(444,1369,630,1465)
lead1-caption-p1: माहेश्वरी भवन फूलों से सजाया गया था और श्रीकृष्ण-रुक्मिणी की बारात निकाली गई. इस झांकी में विनोद टावरी ने भगवान श्रीकृष्ण और वैष्णवी टावरी ने देवी रुक्मिणी का रूप धारण किया. xyxy=(648,485,854,544)
shanti-body2: कार्यक्रम में हजारों नागरिकों ने एकजुट होकर विश्व शांति, सामाजिक एकता और मानव कल्याण के लिए सामूहिक प्रार्थना की. राष्ट्रसंत तुकडोजी महाराज के विचारों से प्रेरित इस आयोजन का उद्देश्य समाज में प्रेम, भाईचारा, एकता और सद्भाव का संदेश प्रसारित करना था. कार्यक्रम के दौरान वक्ताओं ने कहा कि वर्तमान वैश्विक xyxy=(1047,1392,1272,1474)
lead2-photo-label: ग्राम गरबी xyxy=(1436,260,1476,275)
poem3-text: कौन हूं मैं, आज मुझे फिर से पहचानने की जरूरत है. बेरंग सी दुनिया को रंगने के लिए फिर कदम बढ़ाने होंगे. टूटे पंखों में भी उड़ान भरने की जिद है. खुद को साबित करने की लड़ाई जारी है. मंज़िल दूर सही पर रुकना मुझे नहीं आता. xyxy=(964,1785,1095,1858)
ahilya-body: अमरावती, ब्यूरो. लोकमाता देवी अहिल्याबाई होलकर की जयंती के अवसर पर महानगरपालिका सहित शहर के विभिन्न स्थानों पर श्रद्धा एवं उत्साह के साथ कार्यक्रम आयोजित किए गए. मनपा के विश्राम डॉ. बाबासाहेब आंबेडकर सभागृह में आयोजित कार्यक्रम में महापौर श्रीचंद तेजवाणी ने अहिल्यादेवी होलकर के चित्र पर माल्यार्पण कर उन्हें विनम्र अभिवादन अर्पित किया. इस अवसर पर उनके समाजसेवा, न्यायप्रियता और जनकल्याणकारी कार्यों का स्मरण करते हुए उनके आदर्शों पर चलने का आह्वान किया गया. कार्यक्रम में सभागृह नेता चेतन गावंडे, जोन सभापति इस्माईल कसम लाल्लुवाले, पार्षद सचिन वैद्य, सहायक आयुक्त भूषण पुसतकर, प्रमोद मोहोड, भूषण खडेकर, शिवा फुटाणे सहित मनपा के अधिकारी एवं कर्मचारी उपस्थित थे. इस दौरान उपस्थित जनप्रतिनिधियों एवं अधिकारियों ने लोकमाता अहिल्यादेवी होलकर के योगदान को याद करते हुए उनके विचारों को समाज के लिए प्रेरणादायी बताया. xyxy=(23,1627,365,1778)
namaste-icon xyxy=(1060,347,1086,374)
poem2-author-photo xyxy=(1169,1544,1247,1614)
arpan-kicker-text: विठ्ठल मंदिर के भागवत सप्ताह में देशमुख महाराज के प्रवचन xyxy=(713,646,1082,666)
reg-dot-cyan xyxy=(745,2448,756,2459)
masthead-site[interactable]: navbharatlive.com xyxy=(1285,34,1416,50)
page-number: 2 xyxy=(23,37,47,75)
